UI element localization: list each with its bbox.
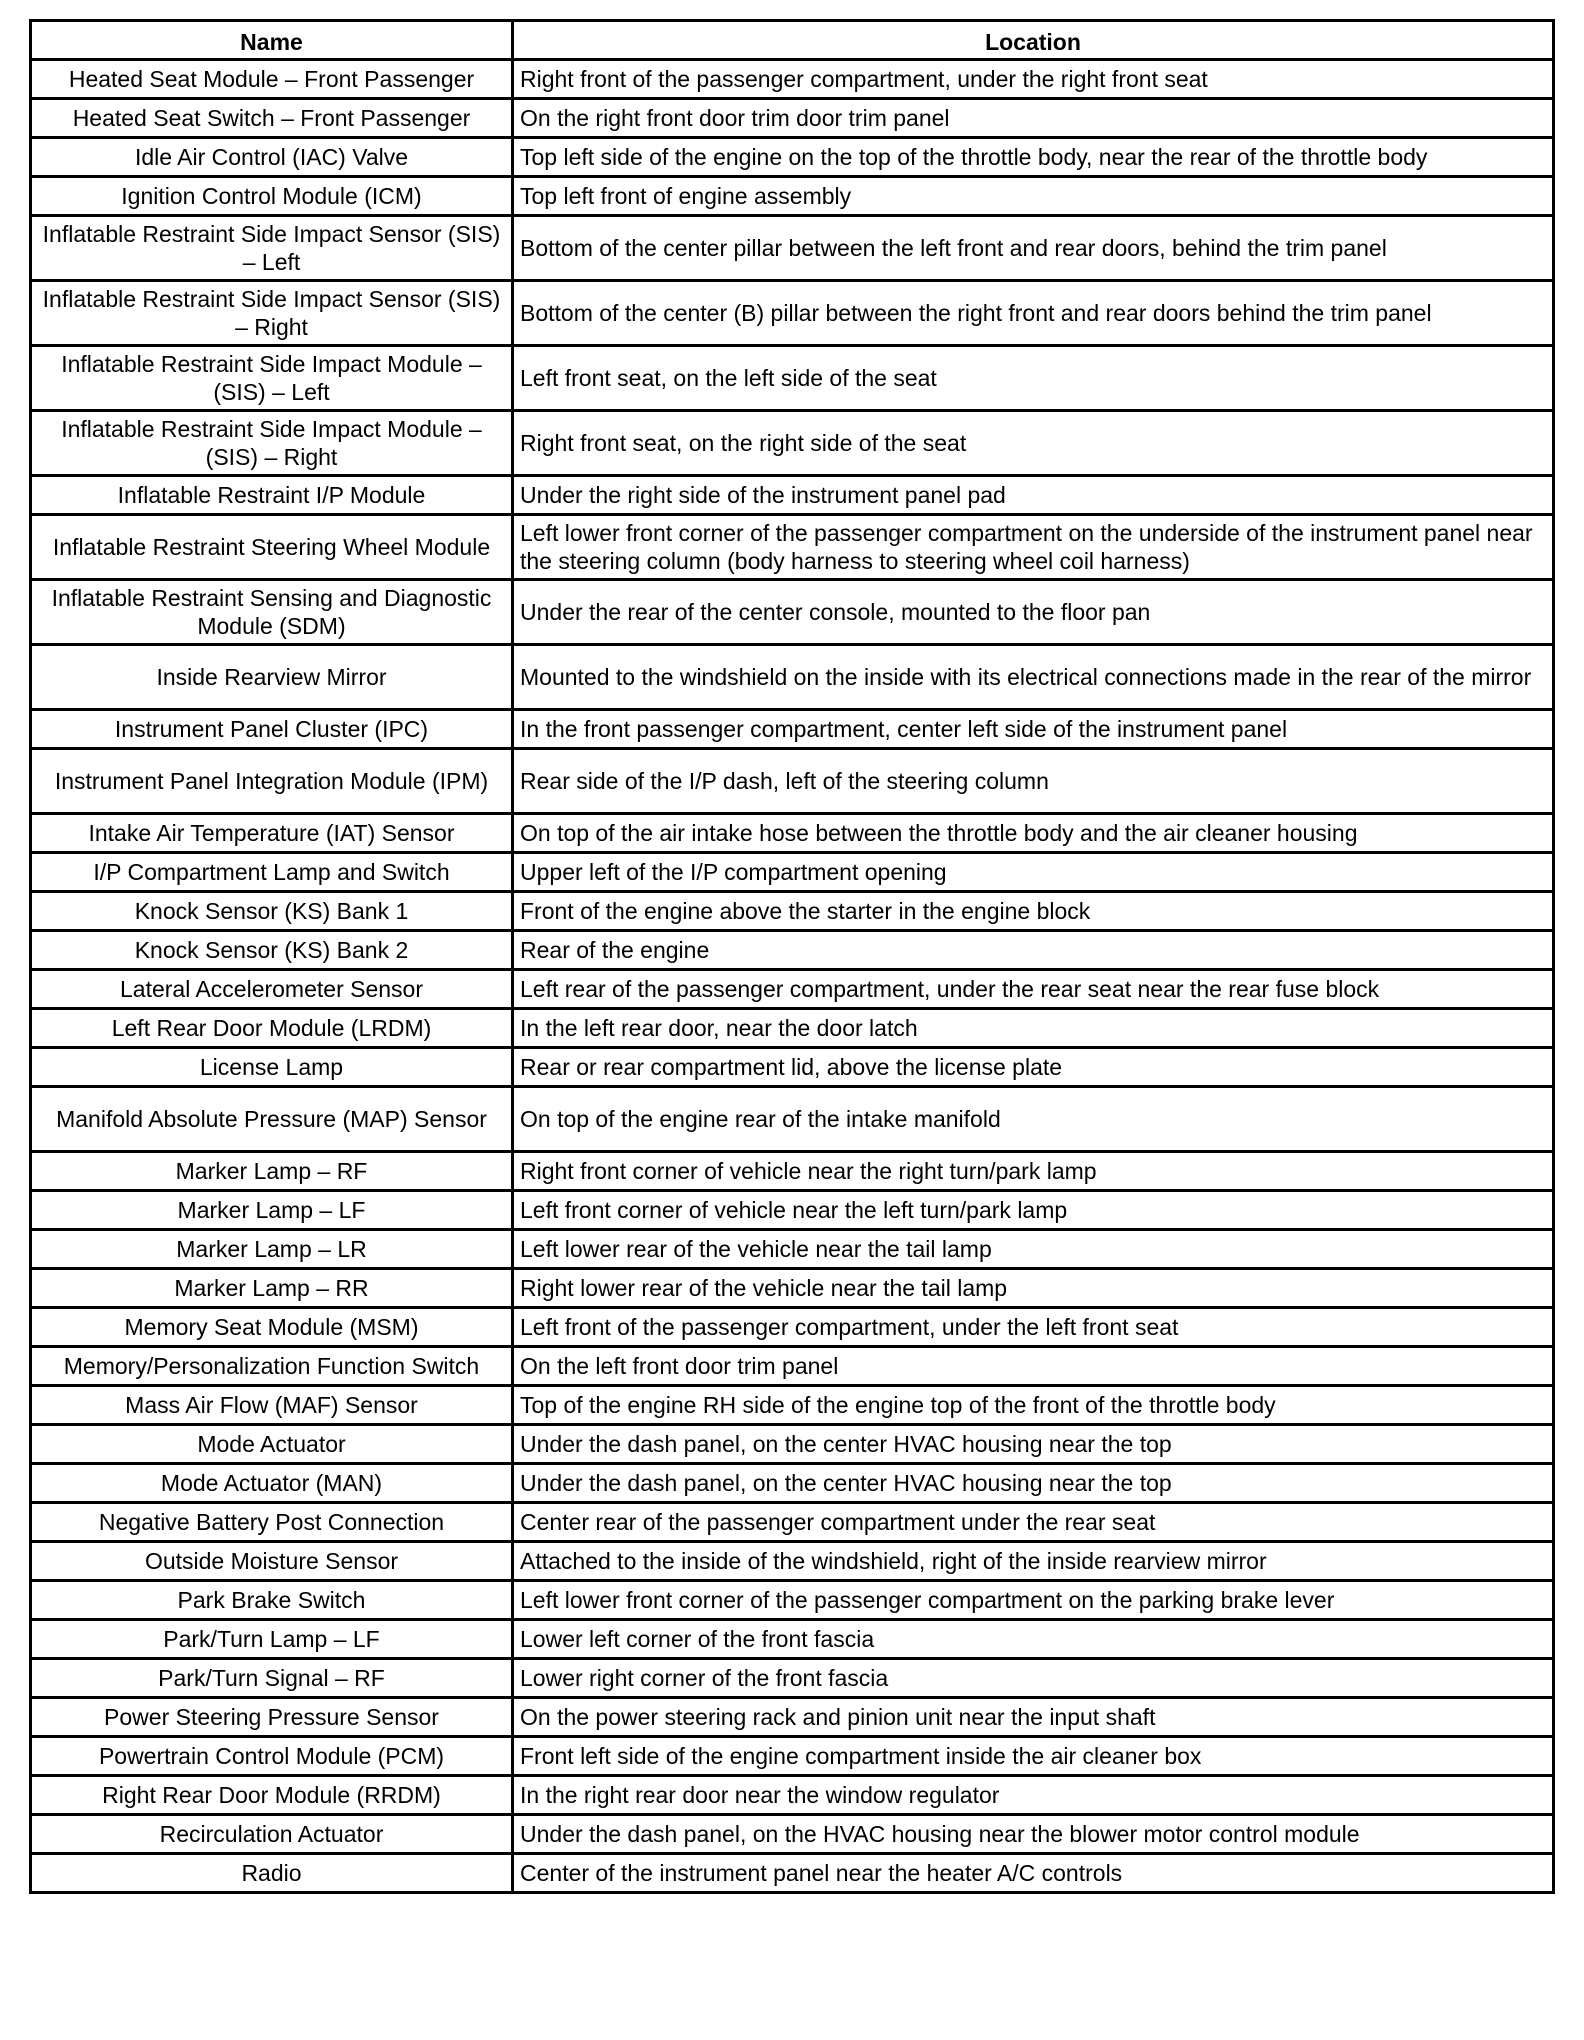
component-location-cell: Left lower rear of the vehicle near the tail lamp — [513, 1230, 1554, 1269]
component-name-cell: Manifold Absolute Pressure (MAP) Sensor — [31, 1087, 513, 1152]
table-row — [31, 814, 1554, 853]
component-name-cell: Mode Actuator (MAN) — [31, 1464, 513, 1503]
component-location-cell: In the right rear door near the window regulator — [513, 1776, 1554, 1815]
component-location-cell: On top of the air intake hose between the throttle body and the air cleaner housing — [513, 814, 1554, 853]
component-name-cell: Marker Lamp – RR — [31, 1269, 513, 1308]
component-name-cell: Powertrain Control Module (PCM) — [31, 1737, 513, 1776]
component-location-cell: Left lower front corner of the passenger compartment on the underside of the instrument panel near the steering column (body harness to steering wheel coil harness) — [513, 515, 1554, 580]
component-name-cell: Marker Lamp – RF — [31, 1152, 513, 1191]
component-name-cell: I/P Compartment Lamp and Switch — [31, 853, 513, 892]
table-row — [31, 99, 1554, 138]
component-name-cell: Recirculation Actuator — [31, 1815, 513, 1854]
table-row — [31, 515, 1554, 580]
table-row — [31, 853, 1554, 892]
component-location-cell: Under the dash panel, on the center HVAC housing near the top — [513, 1425, 1554, 1464]
component-name-cell: Heated Seat Switch – Front Passenger — [31, 99, 513, 138]
table-row — [31, 177, 1554, 216]
component-name-cell: Knock Sensor (KS) Bank 2 — [31, 931, 513, 970]
table-row — [31, 1152, 1554, 1191]
component-location-cell: Bottom of the center pillar between the left front and rear doors, behind the trim panel — [513, 216, 1554, 281]
table-row — [31, 1386, 1554, 1425]
table-row — [31, 1542, 1554, 1581]
component-name-cell: License Lamp — [31, 1048, 513, 1087]
component-location-cell: Top left front of engine assembly — [513, 177, 1554, 216]
component-location-cell: Left front seat, on the left side of the seat — [513, 346, 1554, 411]
component-location-cell: Left lower front corner of the passenger compartment on the parking brake lever — [513, 1581, 1554, 1620]
table-row — [31, 1620, 1554, 1659]
component-location-cell: Front left side of the engine compartment inside the air cleaner box — [513, 1737, 1554, 1776]
table-row — [31, 970, 1554, 1009]
component-location-cell: Left rear of the passenger compartment, under the rear seat near the rear fuse block — [513, 970, 1554, 1009]
table-row — [31, 411, 1554, 476]
table-row — [31, 1737, 1554, 1776]
component-location-table — [29, 19, 1555, 1894]
table-row — [31, 1191, 1554, 1230]
table-row — [31, 710, 1554, 749]
table-row — [31, 1308, 1554, 1347]
component-name-cell: Memory/Personalization Function Switch — [31, 1347, 513, 1386]
component-name-cell: Mass Air Flow (MAF) Sensor — [31, 1386, 513, 1425]
component-name-cell: Park/Turn Lamp – LF — [31, 1620, 513, 1659]
component-name-cell: Intake Air Temperature (IAT) Sensor — [31, 814, 513, 853]
table-row — [31, 1269, 1554, 1308]
component-name-cell: Inflatable Restraint Side Impact Module – (SIS) – Right — [31, 411, 513, 476]
table-row — [31, 749, 1554, 814]
component-location-cell: Under the dash panel, on the HVAC housing near the blower motor control module — [513, 1815, 1554, 1854]
table-row — [31, 931, 1554, 970]
component-name-cell: Instrument Panel Cluster (IPC) — [31, 710, 513, 749]
table-row — [31, 1815, 1554, 1854]
table-row — [31, 60, 1554, 99]
table-row — [31, 1009, 1554, 1048]
component-location-cell: Under the dash panel, on the center HVAC housing near the top — [513, 1464, 1554, 1503]
table-row — [31, 1048, 1554, 1087]
component-location-cell: On the right front door trim door trim panel — [513, 99, 1554, 138]
component-name-cell: Idle Air Control (IAC) Valve — [31, 138, 513, 177]
component-name-cell: Knock Sensor (KS) Bank 1 — [31, 892, 513, 931]
component-name-cell: Inflatable Restraint I/P Module — [31, 476, 513, 515]
component-location-cell: Lower left corner of the front fascia — [513, 1620, 1554, 1659]
table-row — [31, 1464, 1554, 1503]
component-name-cell: Power Steering Pressure Sensor — [31, 1698, 513, 1737]
table-row — [31, 1503, 1554, 1542]
table-row — [31, 1087, 1554, 1152]
component-name-cell: Mode Actuator — [31, 1425, 513, 1464]
table-row — [31, 1854, 1554, 1893]
table-row — [31, 1581, 1554, 1620]
component-location-cell: Rear of the engine — [513, 931, 1554, 970]
component-location-cell: Right front seat, on the right side of the seat — [513, 411, 1554, 476]
component-location-cell: Left front corner of vehicle near the left turn/park lamp — [513, 1191, 1554, 1230]
component-location-cell: Top left side of the engine on the top of the throttle body, near the rear of the throttle body — [513, 138, 1554, 177]
component-name-cell: Heated Seat Module – Front Passenger — [31, 60, 513, 99]
component-location-cell: Rear side of the I/P dash, left of the steering column — [513, 749, 1554, 814]
component-location-cell: Right lower rear of the vehicle near the tail lamp — [513, 1269, 1554, 1308]
component-name-cell: Inflatable Restraint Side Impact Sensor (SIS) – Left — [31, 216, 513, 281]
component-name-cell: Inside Rearview Mirror — [31, 645, 513, 710]
table-row — [31, 1698, 1554, 1737]
component-location-cell: Center of the instrument panel near the heater A/C controls — [513, 1854, 1554, 1893]
table-row — [31, 645, 1554, 710]
component-location-cell: Center rear of the passenger compartment under the rear seat — [513, 1503, 1554, 1542]
component-name-cell: Lateral Accelerometer Sensor — [31, 970, 513, 1009]
component-location-cell: Right front corner of vehicle near the right turn/park lamp — [513, 1152, 1554, 1191]
component-location-cell: Right front of the passenger compartment, under the right front seat — [513, 60, 1554, 99]
table-row — [31, 216, 1554, 281]
table-row — [31, 892, 1554, 931]
component-location-cell: Lower right corner of the front fascia — [513, 1659, 1554, 1698]
component-location-cell: Rear or rear compartment lid, above the license plate — [513, 1048, 1554, 1087]
header-row — [31, 21, 1554, 60]
component-name-cell: Park/Turn Signal – RF — [31, 1659, 513, 1698]
component-location-cell: In the left rear door, near the door latch — [513, 1009, 1554, 1048]
table-row — [31, 281, 1554, 346]
component-location-cell: Attached to the inside of the windshield, right of the inside rearview mirror — [513, 1542, 1554, 1581]
component-location-cell: On the power steering rack and pinion unit near the input shaft — [513, 1698, 1554, 1737]
component-name-cell: Instrument Panel Integration Module (IPM) — [31, 749, 513, 814]
component-name-cell: Marker Lamp – LF — [31, 1191, 513, 1230]
table-row — [31, 580, 1554, 645]
component-name-cell: Negative Battery Post Connection — [31, 1503, 513, 1542]
table-row — [31, 346, 1554, 411]
component-name-cell: Outside Moisture Sensor — [31, 1542, 513, 1581]
component-location-cell: On top of the engine rear of the intake manifold — [513, 1087, 1554, 1152]
component-name-cell: Right Rear Door Module (RRDM) — [31, 1776, 513, 1815]
component-location-cell: In the front passenger compartment, center left side of the instrument panel — [513, 710, 1554, 749]
component-name-cell: Inflatable Restraint Side Impact Module – (SIS) – Left — [31, 346, 513, 411]
component-name-cell: Radio — [31, 1854, 513, 1893]
component-name-cell: Park Brake Switch — [31, 1581, 513, 1620]
component-location-cell: Front of the engine above the starter in the engine block — [513, 892, 1554, 931]
component-location-cell: On the left front door trim panel — [513, 1347, 1554, 1386]
table-row — [31, 1659, 1554, 1698]
table-row — [31, 1347, 1554, 1386]
table-row — [31, 1776, 1554, 1815]
name-column-header: Name — [31, 21, 513, 60]
component-location-cell: Mounted to the windshield on the inside with its electrical connections made in the rear of the mirror — [513, 645, 1554, 710]
component-location-cell: Under the rear of the center console, mounted to the floor pan — [513, 580, 1554, 645]
component-name-cell: Inflatable Restraint Steering Wheel Module — [31, 515, 513, 580]
component-location-cell: Upper left of the I/P compartment opening — [513, 853, 1554, 892]
location-column-header: Location — [513, 21, 1554, 60]
component-name-cell: Ignition Control Module (ICM) — [31, 177, 513, 216]
table-row — [31, 1425, 1554, 1464]
table-row — [31, 476, 1554, 515]
component-location-cell: Top of the engine RH side of the engine top of the front of the throttle body — [513, 1386, 1554, 1425]
table-row — [31, 138, 1554, 177]
component-name-cell: Marker Lamp – LR — [31, 1230, 513, 1269]
component-name-cell: Inflatable Restraint Side Impact Sensor (SIS) – Right — [31, 281, 513, 346]
component-name-cell: Memory Seat Module (MSM) — [31, 1308, 513, 1347]
component-location-cell: Left front of the passenger compartment, under the left front seat — [513, 1308, 1554, 1347]
component-location-cell: Under the right side of the instrument panel pad — [513, 476, 1554, 515]
component-location-cell: Bottom of the center (B) pillar between the right front and rear doors behind the trim panel — [513, 281, 1554, 346]
table-row — [31, 1230, 1554, 1269]
component-name-cell: Inflatable Restraint Sensing and Diagnostic Module (SDM) — [31, 580, 513, 645]
component-name-cell: Left Rear Door Module (LRDM) — [31, 1009, 513, 1048]
